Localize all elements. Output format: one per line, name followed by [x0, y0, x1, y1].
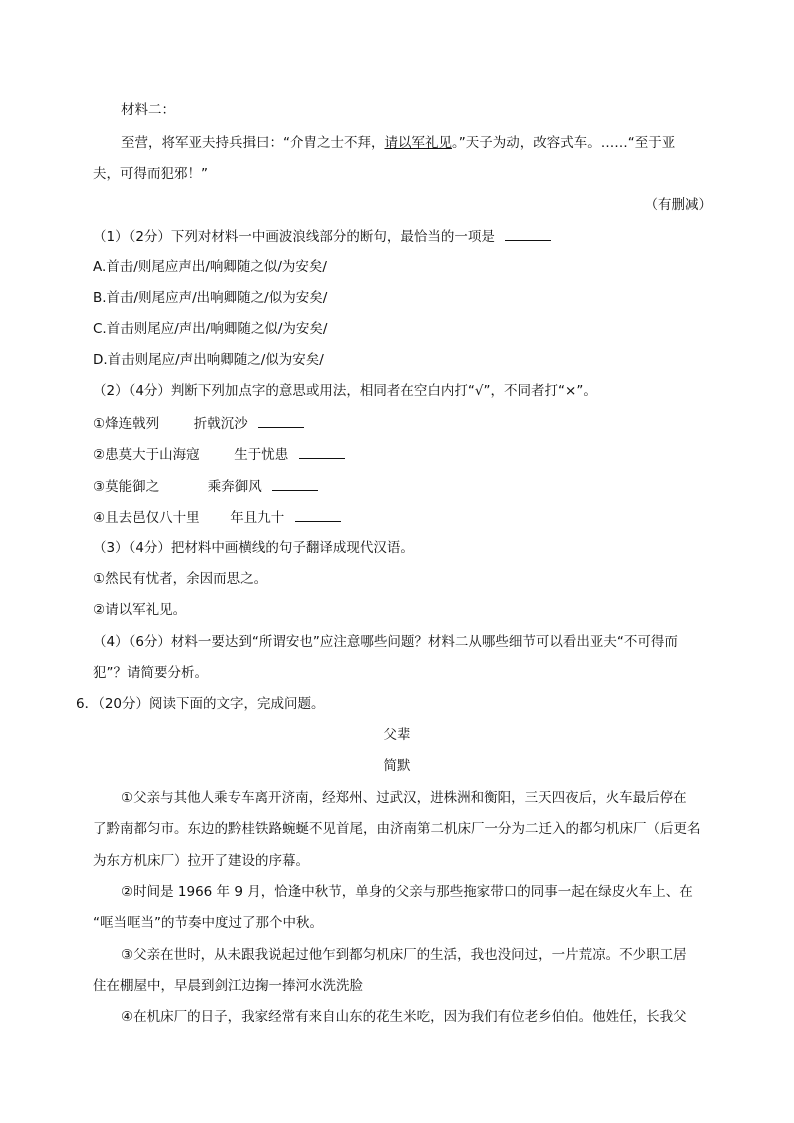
q2-item-4	[93, 507, 341, 528]
q2-item-2-b: 生于忧患	[234, 447, 289, 463]
question-1-stem	[93, 226, 551, 247]
source-note: （有删减）	[644, 197, 712, 213]
q2-item-4-b: 年且九十	[230, 510, 285, 526]
question-4-line2: 犯”？请简要分析。	[93, 665, 208, 681]
option-c[interactable]: C.首击则尾应/声出/响卿随之似/为安矣/	[93, 321, 328, 337]
answer-blank-q2-2[interactable]	[299, 444, 345, 459]
option-d[interactable]: D.首击则尾应/声出响卿随之/似为安矣/	[93, 352, 324, 368]
article-author: 简默	[383, 758, 411, 774]
answer-blank-q1[interactable]	[505, 226, 551, 241]
material2-paragraph-line1	[121, 133, 675, 153]
question-4-line1: （4）（6分）材料一要达到“所谓安也”应注意哪些问题？材料二从哪些细节可以看出亚夫“不可得而	[93, 634, 678, 650]
q2-item-4-a: ④且去邑仅八十里	[93, 510, 200, 526]
q2-item-3-b: 乘奔御风	[207, 479, 262, 495]
question-1-text: （1）（2分）下列对材料一中画波浪线部分的断句，最恰当的一项是	[93, 229, 495, 245]
q2-item-1-b: 折戟沉沙	[193, 416, 248, 432]
q2-item-3	[93, 476, 318, 497]
material2-paragraph-line2: 夫，可得而犯邪！”	[93, 166, 208, 182]
answer-blank-q2-4[interactable]	[295, 507, 341, 522]
question-6-stem: 6．（20分）阅读下面的文字，完成问题。	[76, 696, 325, 712]
q2-item-1	[93, 413, 304, 434]
q2-item-3-a: ③莫能御之	[93, 479, 160, 495]
answer-blank-q2-3[interactable]	[272, 476, 318, 491]
q2-item-2-a: ②患莫大于山海寇	[93, 447, 200, 463]
article-p2-line1: ②时间是 1966 年 9 月，恰逢中秋节，单身的父亲与那些拖家带口的同事一起在绿皮火车上、在	[121, 884, 693, 900]
article-p4-line1: ④在机床厂的日子，我家经常有来自山东的花生米吃，因为我们有位老乡伯伯。他姓任，长我父	[121, 1009, 687, 1025]
article-p1-line1: ①父亲与其他人乘专车离开济南，经郑州、过武汉，进株洲和衡阳，三天四夜后，火车最后停在	[121, 790, 687, 806]
article-p3-line2: 住在棚屋中，早晨到剑江边掬一捧河水洗洗脸	[93, 978, 363, 994]
option-b[interactable]: B.首击/则尾应声/出响卿随之/似为安矣/	[93, 290, 328, 306]
material2-heading: 材料二：	[121, 102, 175, 118]
question-3-stem: （3）（4分）把材料中画横线的句子翻译成现代汉语。	[93, 540, 414, 556]
article-p1-line3: 为东方机床厂）拉开了建设的序幕。	[93, 853, 309, 869]
answer-blank-q2-1[interactable]	[258, 413, 304, 428]
option-a[interactable]: A.首击/则尾应声出/响卿随之似/为安矣/	[93, 259, 327, 275]
q3-item-2: ②请以军礼见。	[93, 602, 187, 618]
question-2-stem: （2）（4分）判断下列加点字的意思或用法，相同者在空白内打“√”，不同者打“×”。	[93, 383, 597, 399]
article-p1-line2: 了黔南都匀市。东边的黔桂铁路蜿蜒不见首尾，由济南第二机床厂一分为二迁入的都匀机床厂（后更名	[93, 821, 701, 837]
article-p3-line1: ③父亲在世时，从未跟我说起过他乍到都匀机床厂的生活，我也没问过，一片荒凉。不少职工居	[121, 947, 687, 963]
material2-text-part1: 至营，将军亚夫持兵揖曰：“介胄之士不拜，	[121, 135, 385, 151]
q3-item-1: ①然民有忧者，余因而思之。	[93, 571, 268, 587]
article-p2-line2: “哐当哐当”的节奏中度过了那个中秋。	[93, 915, 323, 931]
material2-text-part2: 。”天子为动，改容式车。……“至于亚	[452, 135, 676, 151]
article-title: 父辈	[383, 727, 411, 743]
q2-item-1-a: ①烽连戟列	[93, 416, 160, 432]
q2-item-2	[93, 444, 345, 465]
underlined-sentence: 请以军礼见	[384, 135, 452, 151]
